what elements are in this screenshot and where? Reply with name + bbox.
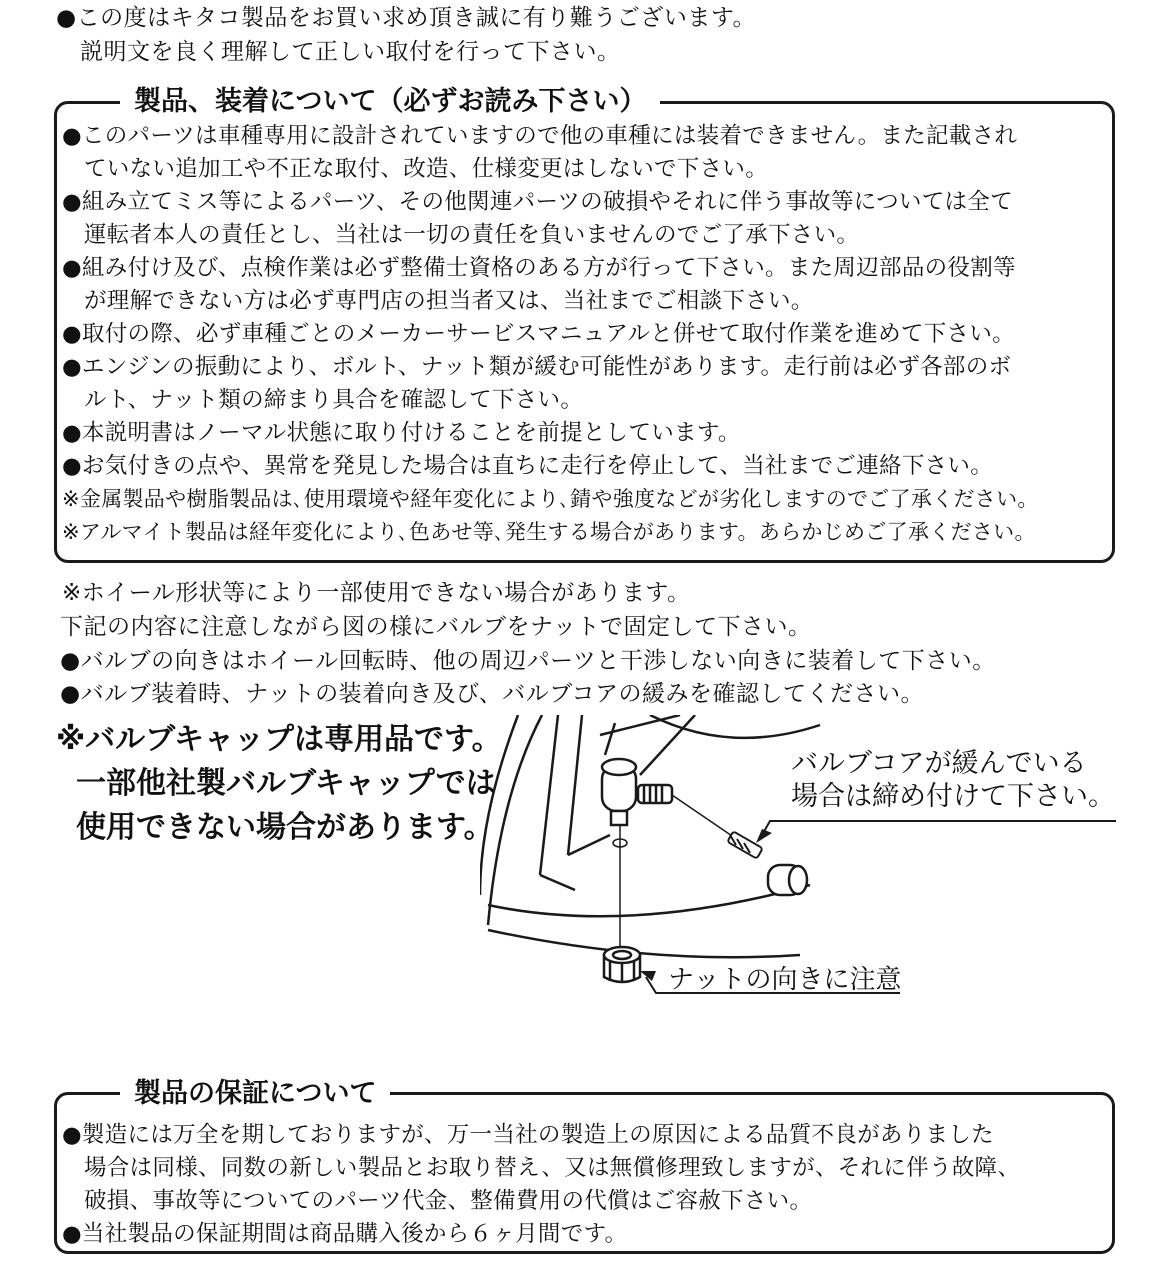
cap-note-line: 使用できない場合があります。 bbox=[76, 810, 494, 845]
install-line: ●本説明書はノーマル状態に取り付けることを前提としています。 bbox=[62, 420, 741, 446]
install-line: ていない追加工や不正な取付、改造、仕様変更はしないで下さい。 bbox=[84, 156, 769, 182]
warranty-line: 破損、事故等についてのパーツ代金、整備費用の代償はご容赦下さい。 bbox=[84, 1188, 813, 1214]
install-line: ●取付の際、必ず車種ごとのメーカーサービスマニュアルと併せて取付作業を進めて下さい。 bbox=[62, 321, 1015, 347]
install-line: ※アルマイト製品は経年変化により､色あせ等､発生する場合があります。あらかじめご了承ください。 bbox=[62, 520, 1036, 544]
install-line: ●組み付け及び、点検作業は必ず整備士資格のある方が行って下さい。また周辺部品の役割等 bbox=[62, 255, 1016, 281]
install-line: ●組み立てミス等によるパーツ、その他関連パーツの破損やそれに伴う事故等については全て bbox=[62, 189, 1013, 215]
install-notice-title: 製品、装着について（必ずお読み下さい） bbox=[120, 84, 660, 120]
core-callout-line-1: バルブコアが緩んでいる bbox=[791, 748, 1087, 779]
instruction-line: ※ホイール形状等により一部使用できない場合があります。 bbox=[62, 580, 691, 606]
cap-note-line: 一部他社製バルブキャップでは bbox=[76, 766, 496, 801]
intro-line-1: ●この度はキタコ製品をお買い求め頂き誠に有り難うございます。 bbox=[56, 5, 756, 31]
install-line: ●エンジンの振動により、ボルト、ナット類が緩む可能性があります。走行前は必ず各部のボ bbox=[62, 354, 1012, 380]
install-line: ●お気付きの点や、異常を発見した場合は直ちに走行を停止して、当社までご連絡下さい。 bbox=[62, 453, 994, 479]
nut-callout: ナットの向きに注意 bbox=[668, 965, 902, 995]
install-line: ※金属製品や樹脂製品は､使用環境や経年変化により､錆や強度などが劣化しますのでご了承ください。 bbox=[62, 487, 1039, 511]
install-line: ルト、ナット類の締まり具合を確認して下さい。 bbox=[84, 387, 584, 413]
instruction-line: ●バルブ装着時、ナットの装着向き及び、バルブコアの緩みを確認してください。 bbox=[60, 681, 925, 707]
warranty-line: ●製造には万全を期しておりますが、万一当社の製造上の原因による品質不良がありました bbox=[62, 1122, 994, 1148]
warranty-line: 場合は同様、同数の新しい製品とお取り替え、又は無償修理致しますが、それに伴う故障、 bbox=[84, 1155, 1021, 1181]
core-callout-line-2: 場合は締め付けて下さい。 bbox=[791, 781, 1115, 812]
instruction-line: 下記の内容に注意しながら図の様にバルブをナットで固定して下さい。 bbox=[60, 614, 812, 640]
intro-line-2: 説明文を良く理解して正しい取付を行って下さい。 bbox=[80, 39, 621, 65]
install-line: 運転者本人の責任とし、当社は一切の責任を負いませんのでご了承下さい。 bbox=[84, 222, 860, 248]
warranty-title: 製品の保証について bbox=[120, 1076, 390, 1112]
install-line: が理解できない方は必ず専門店の担当者又は、当社までご相談下さい。 bbox=[84, 288, 814, 314]
cap-note-line: ※バルブキャップは専用品です。 bbox=[56, 722, 502, 757]
instruction-line: ●バルブの向きはホイール回転時、他の周辺パーツと干渉しない向きに装着して下さい。 bbox=[60, 648, 996, 674]
warranty-line: ●当社製品の保証期間は商品購入後から６ヶ月間です。 bbox=[62, 1221, 628, 1247]
install-line: ●このパーツは車種専用に設計されていますので他の車種には装着できません。また記載され bbox=[62, 123, 1018, 149]
